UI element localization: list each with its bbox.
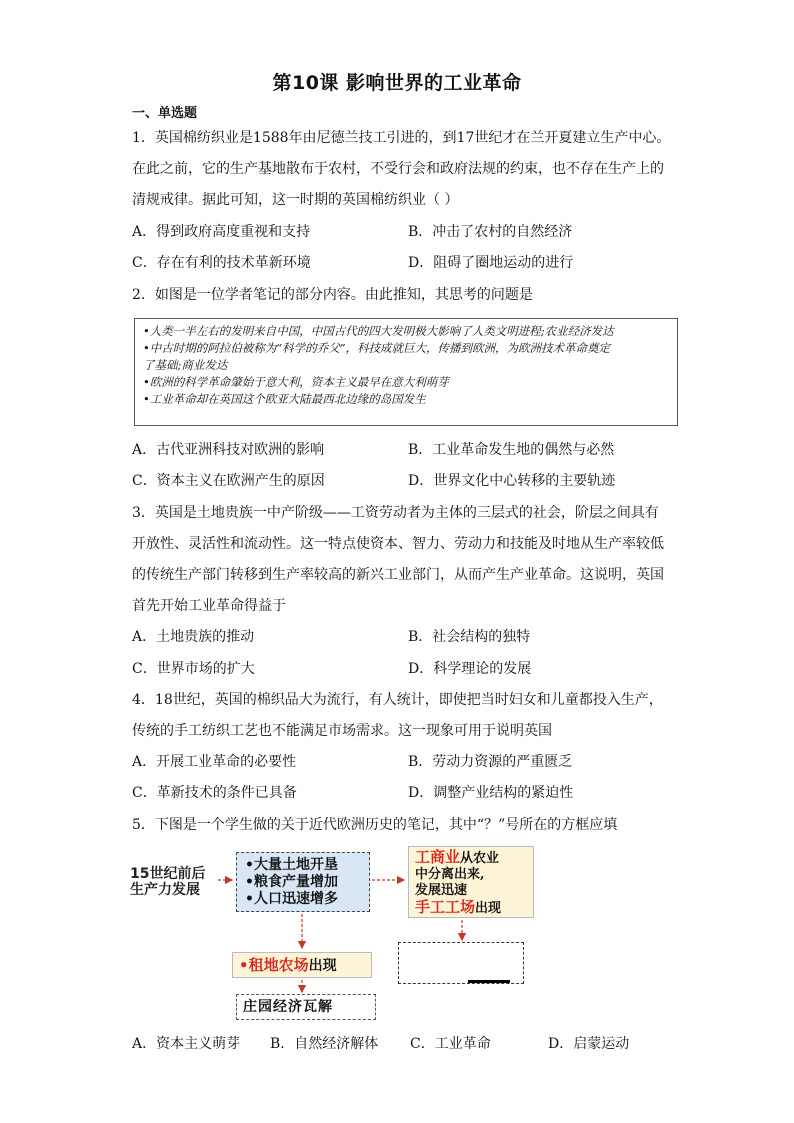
q5-option-c: C．工业革命 xyxy=(410,1036,491,1052)
productivity-label-line1: 15世纪前后 xyxy=(130,866,206,882)
q2-option-c: C．资本主义在欧洲产生的原因 xyxy=(132,473,325,489)
q5-option-b: B．自然经济解体 xyxy=(270,1036,379,1052)
q5-option-d: D．启蒙运动 xyxy=(548,1036,630,1052)
q3-line-3: 的传统生产部门转移到生产率较高的新兴工业部门，从而产生产业革命。这说明，英国 xyxy=(132,567,664,583)
q4-line-1: 4．18世纪，英国的棉织品大为流行，有人统计，即使把当时妇女和儿童都投入生产， xyxy=(132,692,663,708)
section-heading: 一、单选题 xyxy=(132,106,198,121)
q4-option-d: D．调整产业结构的紧迫性 xyxy=(408,785,574,801)
q5-line-1: 5．下图是一个学生做的关于近代欧洲历史的笔记，其中“？”号所在的方框应填 xyxy=(132,817,618,833)
scholar-note-box xyxy=(134,318,678,426)
note-line-1: •人类一半左右的发明来自中国，中国古代的四大发明极大影响了人类文明进程;农业经济发达 xyxy=(143,324,614,338)
q3-line-4: 首先开始工业革命得益于 xyxy=(132,598,286,614)
productivity-label xyxy=(130,866,205,898)
blank-box-underline xyxy=(468,980,510,983)
agriculture-box xyxy=(236,852,370,912)
q1-line-1: 1．英国棉纺织业是1588年由尼德兰技工引进的，到17世纪才在兰开夏建立生产中心。 xyxy=(132,130,671,146)
q4-option-a: A．开展工业革命的必要性 xyxy=(132,754,297,770)
note-line-2: •中古时期的阿拉伯被称为“科学的乔父”，科技成就巨大，传播到欧洲，为欧洲技术革命奠定 xyxy=(143,341,611,355)
farm-keyword: •租地农场 xyxy=(239,956,309,974)
q2-line-1: 2．如图是一位学者笔记的部分内容。由此推知，其思考的问题是 xyxy=(132,287,533,303)
q3-line-2: 开放性、灵活性和流动性。这一特点使资本、智力、劳动力和技能及时地从生产率较低 xyxy=(132,536,664,552)
q1-option-a: A．得到政府高度重视和支持 xyxy=(132,224,311,240)
history-note-diagram xyxy=(130,842,550,1022)
q1-line-3: 清规戒律。据此可知，这一时期的英国棉纺织业（ ） xyxy=(132,192,459,208)
agriculture-item-3: •人口迅速增多 xyxy=(245,891,338,907)
q3-line-1: 3．英国是土地贵族一中产阶级——工资劳动者为主体的三层式的社会，阶层之间具有 xyxy=(132,505,659,521)
q4-line-2: 传统的手工纺织工艺也不能满足市场需求。这一现象可用于说明英国 xyxy=(132,723,552,739)
manor-box: 庄园经济瓦解 xyxy=(236,994,376,1020)
q2-option-d: D．世界文化中心转移的主要轨迹 xyxy=(408,473,616,489)
agriculture-item-1: •大量土地开垦 xyxy=(245,857,338,873)
q3-option-b: B．社会结构的独特 xyxy=(408,629,531,645)
blank-answer-box xyxy=(398,942,524,984)
q3-option-a: A．土地贵族的推动 xyxy=(132,629,255,645)
note-line-3: 了基础;商业发达 xyxy=(143,358,228,372)
note-line-4: •欧洲的科学革命肇始于意大利，资本主义最早在意大利萌芽 xyxy=(143,375,449,389)
note-line-5: •工业革命却在英国这个欧亚大陆最西北边缘的岛国发生 xyxy=(143,392,426,406)
q3-option-d: D．科学理论的发展 xyxy=(408,661,532,677)
commerce-keyword: 工商业 xyxy=(415,848,461,866)
farm-text: 出现 xyxy=(308,958,337,974)
commerce-text-3: 发展迅速 xyxy=(415,883,468,898)
q2-option-a: A．古代亚洲科技对欧洲的影响 xyxy=(132,442,325,458)
q1-option-d: D．阻碍了圈地运动的进行 xyxy=(408,255,574,271)
q4-option-b: B．劳动力资源的严重匮乏 xyxy=(408,754,573,770)
commerce-text-1: 从农业 xyxy=(460,851,500,866)
q1-option-c: C．存在有利的技术革新环境 xyxy=(132,255,311,271)
workshop-text: 出现 xyxy=(475,901,502,916)
farm-box xyxy=(232,952,372,978)
q1-line-2: 在此之前，它的生产基地散布于农村，不受行会和政府法规的约束，也不存在生产上的 xyxy=(132,161,664,177)
commerce-text-2: 中分离出来, xyxy=(415,867,485,882)
q1-option-b: B．冲击了农村的自然经济 xyxy=(408,224,573,240)
productivity-label-line2: 生产力发展 xyxy=(130,882,200,898)
q2-option-b: B．工业革命发生地的偶然与必然 xyxy=(408,442,615,458)
q3-option-c: C．世界市场的扩大 xyxy=(132,661,255,677)
q4-option-c: C．革新技术的条件已具备 xyxy=(132,785,297,801)
agriculture-item-2: •粮食产量增加 xyxy=(245,874,338,890)
q5-option-a: A．资本主义萌芽 xyxy=(132,1036,241,1052)
workshop-keyword: 手工工场 xyxy=(415,898,476,916)
lesson-title: 第10课 影响世界的工业革命 xyxy=(272,72,522,94)
commerce-box xyxy=(408,846,534,918)
